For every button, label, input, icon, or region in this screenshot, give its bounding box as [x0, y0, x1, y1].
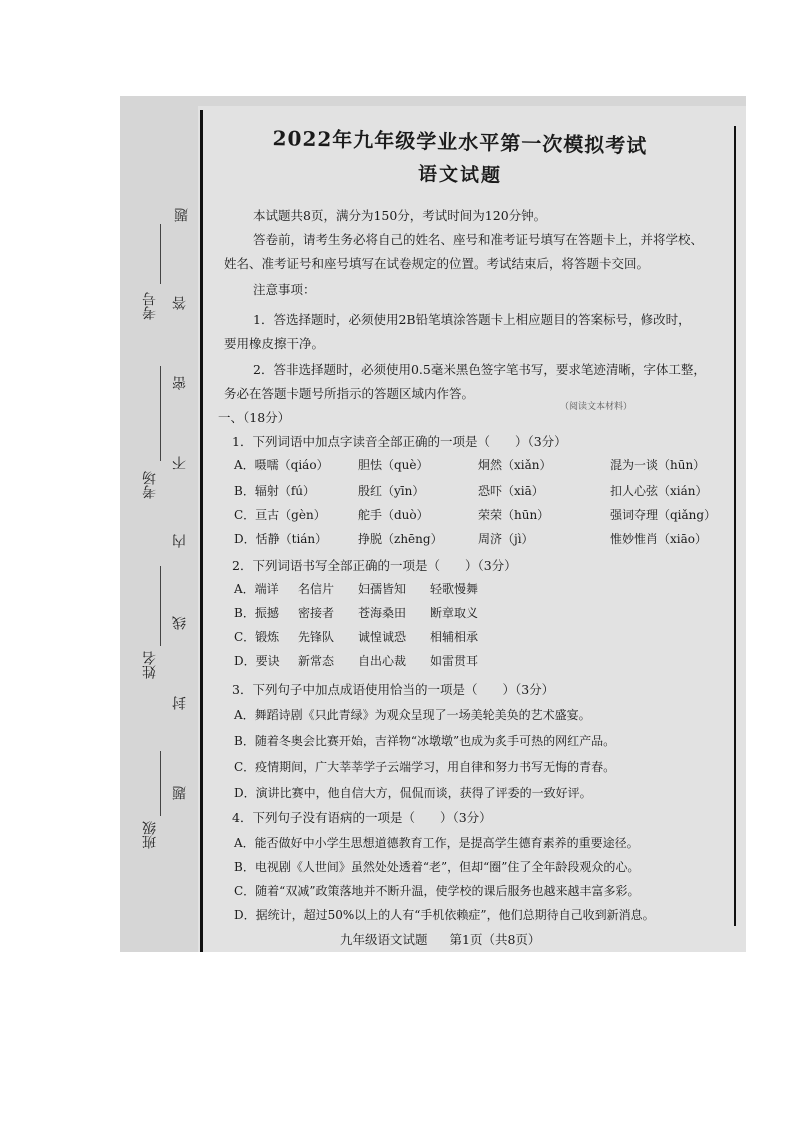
q2-stem: 2．下列词语书写全部正确的一项是（ ）（3分）	[232, 558, 517, 573]
side-blank-name	[160, 566, 161, 646]
side-label-seal: 封	[172, 696, 188, 710]
side-label-line: 线	[172, 616, 188, 630]
side-blank-venue	[160, 366, 161, 461]
side-label-class: 班级	[142, 821, 158, 849]
q2-d-2: 新常态	[298, 654, 335, 668]
side-label-question: 题	[174, 208, 190, 222]
q4-stem: 4．下列句子没有语病的一项是（ ）（3分）	[232, 810, 492, 825]
side-label-venue: 考场	[142, 471, 158, 499]
q2-a-1: A．端详	[234, 582, 279, 596]
side-blank-class	[160, 751, 161, 816]
side-label-question-bottom: 题	[172, 786, 188, 800]
footer-subject: 九年级语文试题	[340, 932, 428, 947]
q1-c-3: 荣荣（hūn）	[478, 508, 550, 522]
q1-b-2: 殷红（yīn）	[358, 484, 425, 498]
q1-c-1: C．亘古（gèn）	[234, 508, 326, 522]
q2-c-1: C．锻炼	[234, 630, 280, 644]
q1-d-1: D．恬静（tián）	[234, 532, 328, 546]
q3-option-d: D．演讲比赛中，他自信大方，侃侃而谈，获得了评委的一致好评。	[234, 786, 592, 800]
notes-heading: 注意事项：	[253, 282, 316, 297]
q1-option-b	[234, 482, 708, 499]
q4-option-a: A．能否做好中小学生思想道德教育工作，是提高学生德育素养的重要途径。	[234, 836, 639, 850]
q2-a-2: 名信片	[298, 582, 335, 596]
q1-b-3: 恐吓（xiā）	[478, 484, 544, 498]
note-2b: 务必在答题卡题号所指示的答题区域内作答。	[224, 386, 475, 401]
q1-b-1: B．辐射（fú）	[234, 484, 315, 498]
binding-line	[200, 110, 203, 952]
footer-page-number: 第1页（共8页）	[449, 932, 541, 947]
q2-option-a	[234, 580, 510, 597]
q1-d-4: 惟妙惟肖（xiāo）	[610, 532, 707, 546]
side-label-inside: 内	[172, 534, 188, 548]
intro-line-2b: 姓名、准考证号和座号填写在试卷规定的位置。考试结束后，将答题卡交回。	[224, 256, 650, 271]
q1-stem: 1．下列词语中加点字读音全部正确的一项是（ ）（3分）	[232, 434, 567, 449]
q1-c-4: 强词夺理（qiǎng）	[610, 508, 717, 522]
q2-d-1: D．要诀	[234, 654, 280, 668]
q4-option-c: C．随着“双减”政策落地并不断升温，使学校的课后服务也越来越丰富多彩。	[234, 884, 640, 898]
q1-a-4: 混为一谈（hūn）	[610, 458, 706, 472]
q1-option-c	[234, 506, 716, 523]
scanned-exam-page	[120, 96, 746, 952]
note-1a: 1．答选择题时，必须使用2B铅笔填涂答题卡上相应题目的答案标号，修改时，	[253, 312, 691, 327]
q2-option-d	[234, 652, 510, 669]
note-2a: 2．答非选择题时，必须使用0.5毫米黑色签字笔书写，要求笔迹清晰，字体工整，	[253, 362, 706, 377]
q1-a-1: A．嗫嚅（qiáo）	[234, 458, 329, 472]
q1-c-2: 舵手（duò）	[358, 508, 429, 522]
right-edge-line	[734, 126, 736, 926]
side-blank-exam-number	[160, 224, 161, 284]
q4-option-b: B．电视剧《人世间》虽然处处透着“老”，但却“圈”住了全年龄段观众的心。	[234, 860, 640, 874]
q2-c-4: 相辅相承	[430, 630, 479, 644]
q2-b-2: 密接者	[298, 606, 335, 620]
q1-a-2: 胆怯（què）	[358, 458, 429, 472]
q1-option-a	[234, 456, 705, 473]
side-label-answer: 答	[172, 296, 188, 310]
q2-d-4: 如雷贯耳	[430, 654, 479, 668]
q2-d-3: 自出心裁	[358, 654, 407, 668]
faded-stamp-text: （阅读文本材料）	[560, 402, 633, 412]
q3-option-c: C．疫情期间，广大莘莘学子云端学习，用自律和努力书写无悔的青春。	[234, 760, 616, 774]
q3-option-a: A．舞蹈诗剧《只此青绿》为观众呈现了一场美轮美奂的艺术盛宴。	[234, 708, 591, 722]
q1-d-2: 挣脱（zhēng）	[358, 532, 443, 546]
q2-c-3: 诚惶诚恐	[358, 630, 407, 644]
q3-stem: 3．下列句子中加点成语使用恰当的一项是（ ）（3分）	[232, 682, 555, 697]
q4-option-d: D．据统计，超过50%以上的人有“手机依赖症”，他们总期待自己收到新消息。	[234, 908, 655, 922]
q2-a-4: 轻歌慢舞	[430, 582, 479, 596]
side-label-exam-number: 考号	[142, 292, 158, 320]
q2-b-1: B．振撼	[234, 606, 279, 620]
q3-option-b: B．随着冬奥会比赛开始，吉祥物“冰墩墩”也成为炙手可热的网红产品。	[234, 734, 616, 748]
page-footer	[340, 930, 562, 948]
q2-option-c	[234, 628, 510, 645]
q2-a-3: 妇孺皆知	[358, 582, 407, 596]
section-heading: 一、（18分）	[218, 410, 291, 425]
note-1b: 要用橡皮擦干净。	[224, 336, 325, 351]
exam-title: 2022年九年级学业水平第一次模拟考试	[272, 126, 648, 158]
side-label-seal-top: 密	[172, 376, 188, 390]
q1-option-d	[234, 530, 707, 547]
q1-a-3: 炯然（xiǎn）	[478, 458, 552, 472]
q1-b-4: 扣人心弦（xián）	[610, 484, 708, 498]
q2-b-3: 苍海桑田	[358, 606, 407, 620]
q2-b-4: 断章取义	[430, 606, 479, 620]
q2-c-2: 先锋队	[298, 630, 335, 644]
q1-d-3: 周济（jì）	[478, 532, 534, 546]
side-label-do-not: 不	[172, 456, 188, 470]
intro-line-1: 本试题共8页，满分为150分，考试时间为120分钟。	[253, 208, 547, 223]
side-label-name: 姓名	[142, 651, 158, 679]
intro-line-2a: 答卷前，请考生务必将自己的姓名、座号和准考证号填写在答题卡上，并将学校、	[253, 232, 704, 247]
q2-option-b	[234, 604, 510, 621]
exam-subtitle: 语文试题	[417, 163, 503, 187]
